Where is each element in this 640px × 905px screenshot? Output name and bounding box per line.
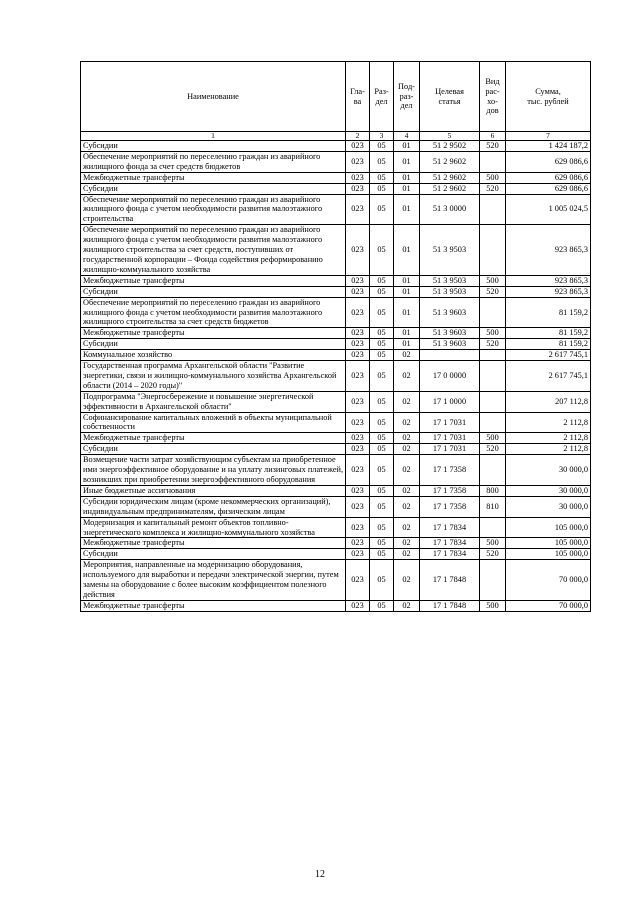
cell-name: Субсидии bbox=[81, 444, 346, 455]
cell-podrazdel: 02 bbox=[394, 538, 420, 549]
cell-sum: 1 005 024,5 bbox=[506, 194, 591, 225]
cell-podrazdel: 02 bbox=[394, 412, 420, 433]
cell-target-article: 17 1 7848 bbox=[420, 600, 480, 611]
cell-name: Межбюджетные трансферты bbox=[81, 600, 346, 611]
cell-target-article: 17 1 7358 bbox=[420, 485, 480, 496]
page-number: 12 bbox=[315, 869, 325, 880]
cell-podrazdel: 02 bbox=[394, 361, 420, 392]
cell-razdel: 05 bbox=[370, 297, 394, 328]
cell-sum: 70 000,0 bbox=[506, 600, 591, 611]
cell-expense-type bbox=[480, 361, 506, 392]
column-number: 1 bbox=[81, 132, 346, 141]
table-body bbox=[81, 141, 591, 612]
cell-expense-type: 500 bbox=[480, 433, 506, 444]
cell-razdel: 05 bbox=[370, 517, 394, 538]
cell-razdel: 05 bbox=[370, 361, 394, 392]
cell-glava: 023 bbox=[346, 183, 370, 194]
column-number: 7 bbox=[506, 132, 591, 141]
cell-razdel: 05 bbox=[370, 328, 394, 339]
cell-target-article bbox=[420, 350, 480, 361]
budget-table-page bbox=[80, 61, 590, 612]
cell-sum: 81 159,2 bbox=[506, 297, 591, 328]
cell-expense-type: 500 bbox=[480, 172, 506, 183]
cell-sum: 923 865,3 bbox=[506, 225, 591, 276]
header-glava: Гла- ва bbox=[346, 62, 370, 132]
cell-name: Мероприятия, направленные на модернизацию оборудования, используемого для выработки и передачи электрической энергии, путем замены на оборудование с более высоким коэффициентом полезного действия bbox=[81, 560, 346, 601]
cell-podrazdel: 01 bbox=[394, 286, 420, 297]
cell-sum: 70 000,0 bbox=[506, 560, 591, 601]
cell-razdel: 05 bbox=[370, 194, 394, 225]
cell-expense-type bbox=[480, 391, 506, 412]
cell-podrazdel: 01 bbox=[394, 225, 420, 276]
cell-expense-type bbox=[480, 412, 506, 433]
cell-name: Субсидии bbox=[81, 183, 346, 194]
cell-glava: 023 bbox=[346, 560, 370, 601]
cell-glava: 023 bbox=[346, 433, 370, 444]
cell-sum: 923 865,3 bbox=[506, 275, 591, 286]
cell-expense-type bbox=[480, 560, 506, 601]
cell-name: Субсидии bbox=[81, 549, 346, 560]
cell-name: Иные бюджетные ассигнования bbox=[81, 485, 346, 496]
cell-glava: 023 bbox=[346, 350, 370, 361]
cell-razdel: 05 bbox=[370, 391, 394, 412]
cell-name: Обеспечение мероприятий по переселению граждан из аварийного жилищного фонда за счет средств бюджетов bbox=[81, 151, 346, 172]
table-row bbox=[81, 275, 591, 286]
table-row bbox=[81, 286, 591, 297]
cell-podrazdel: 01 bbox=[394, 151, 420, 172]
cell-sum: 105 000,0 bbox=[506, 538, 591, 549]
cell-sum: 2 112,8 bbox=[506, 433, 591, 444]
table-header-row bbox=[81, 62, 591, 132]
table-row bbox=[81, 455, 591, 486]
cell-name: Межбюджетные трансферты bbox=[81, 172, 346, 183]
cell-sum: 30 000,0 bbox=[506, 485, 591, 496]
cell-expense-type: 520 bbox=[480, 444, 506, 455]
cell-podrazdel: 01 bbox=[394, 194, 420, 225]
header-razdel: Раз- дел bbox=[370, 62, 394, 132]
cell-expense-type bbox=[480, 350, 506, 361]
cell-glava: 023 bbox=[346, 194, 370, 225]
cell-target-article: 17 1 7848 bbox=[420, 560, 480, 601]
table-row bbox=[81, 172, 591, 183]
cell-podrazdel: 01 bbox=[394, 183, 420, 194]
cell-razdel: 05 bbox=[370, 560, 394, 601]
cell-glava: 023 bbox=[346, 275, 370, 286]
cell-name: Межбюджетные трансферты bbox=[81, 538, 346, 549]
cell-sum: 629 086,6 bbox=[506, 151, 591, 172]
cell-target-article: 51 3 9503 bbox=[420, 275, 480, 286]
cell-sum: 30 000,0 bbox=[506, 496, 591, 517]
header-expense-type: Вид рас- хо- дов bbox=[480, 62, 506, 132]
cell-target-article: 51 2 9602 bbox=[420, 183, 480, 194]
cell-glava: 023 bbox=[346, 600, 370, 611]
cell-expense-type bbox=[480, 194, 506, 225]
cell-razdel: 05 bbox=[370, 172, 394, 183]
cell-podrazdel: 02 bbox=[394, 444, 420, 455]
cell-name: Обеспечение мероприятий по переселению граждан из аварийного жилищного фонда с учетом необходимости развития малоэтажного строительства bbox=[81, 194, 346, 225]
cell-name: Подпрограмма "Энергосбережение и повышение энергетической эффективности в Архангельской области" bbox=[81, 391, 346, 412]
table-row bbox=[81, 444, 591, 455]
cell-target-article: 17 1 7358 bbox=[420, 455, 480, 486]
cell-expense-type bbox=[480, 297, 506, 328]
cell-sum: 207 112,8 bbox=[506, 391, 591, 412]
cell-target-article: 17 1 7358 bbox=[420, 496, 480, 517]
cell-podrazdel: 01 bbox=[394, 275, 420, 286]
cell-expense-type bbox=[480, 517, 506, 538]
cell-razdel: 05 bbox=[370, 496, 394, 517]
table-row bbox=[81, 485, 591, 496]
cell-podrazdel: 02 bbox=[394, 496, 420, 517]
column-number: 4 bbox=[394, 132, 420, 141]
table-row bbox=[81, 412, 591, 433]
cell-name: Субсидии юридическим лицам (кроме некоммерческих организаций), индивидуальным предпринимателям, физическим лицам bbox=[81, 496, 346, 517]
cell-razdel: 05 bbox=[370, 412, 394, 433]
cell-sum: 81 159,2 bbox=[506, 339, 591, 350]
cell-target-article: 17 1 7834 bbox=[420, 517, 480, 538]
header-sum: Сумма, тыс. рублей bbox=[506, 62, 591, 132]
cell-podrazdel: 01 bbox=[394, 328, 420, 339]
header-podrazdel: Под- раз- дел bbox=[394, 62, 420, 132]
cell-sum: 105 000,0 bbox=[506, 517, 591, 538]
cell-expense-type: 500 bbox=[480, 600, 506, 611]
cell-podrazdel: 02 bbox=[394, 391, 420, 412]
header-target-article: Целевая статья bbox=[420, 62, 480, 132]
cell-target-article: 17 1 7031 bbox=[420, 412, 480, 433]
cell-glava: 023 bbox=[346, 496, 370, 517]
cell-name: Субсидии bbox=[81, 339, 346, 350]
cell-name: Коммунальное хозяйство bbox=[81, 350, 346, 361]
cell-name: Возмещение части затрат хозяйствующим субъектам на приобретенное ими энергоэффективное оборудование и на уплату лизинговых платежей, возникших при приобретении энергоэффективного оборудования bbox=[81, 455, 346, 486]
cell-target-article: 17 0 0000 bbox=[420, 361, 480, 392]
header-name: Наименование bbox=[81, 62, 346, 132]
budget-table bbox=[80, 61, 591, 612]
cell-razdel: 05 bbox=[370, 350, 394, 361]
table-row bbox=[81, 560, 591, 601]
cell-razdel: 05 bbox=[370, 151, 394, 172]
cell-sum: 81 159,2 bbox=[506, 328, 591, 339]
cell-podrazdel: 02 bbox=[394, 350, 420, 361]
cell-name: Субсидии bbox=[81, 286, 346, 297]
cell-expense-type: 800 bbox=[480, 485, 506, 496]
cell-expense-type: 520 bbox=[480, 549, 506, 560]
cell-glava: 023 bbox=[346, 455, 370, 486]
cell-podrazdel: 02 bbox=[394, 433, 420, 444]
cell-sum: 30 000,0 bbox=[506, 455, 591, 486]
cell-sum: 629 086,6 bbox=[506, 183, 591, 194]
cell-sum: 105 000,0 bbox=[506, 549, 591, 560]
cell-sum: 923 865,3 bbox=[506, 286, 591, 297]
cell-target-article: 51 2 9602 bbox=[420, 151, 480, 172]
cell-expense-type: 520 bbox=[480, 183, 506, 194]
cell-expense-type: 500 bbox=[480, 538, 506, 549]
cell-podrazdel: 02 bbox=[394, 600, 420, 611]
cell-podrazdel: 02 bbox=[394, 560, 420, 601]
cell-glava: 023 bbox=[346, 538, 370, 549]
cell-razdel: 05 bbox=[370, 600, 394, 611]
column-number: 2 bbox=[346, 132, 370, 141]
cell-podrazdel: 02 bbox=[394, 485, 420, 496]
cell-expense-type: 520 bbox=[480, 286, 506, 297]
cell-target-article: 51 2 9502 bbox=[420, 141, 480, 152]
column-number: 5 bbox=[420, 132, 480, 141]
cell-glava: 023 bbox=[346, 151, 370, 172]
cell-expense-type: 810 bbox=[480, 496, 506, 517]
cell-target-article: 17 1 7031 bbox=[420, 433, 480, 444]
cell-podrazdel: 01 bbox=[394, 172, 420, 183]
cell-glava: 023 bbox=[346, 339, 370, 350]
cell-glava: 023 bbox=[346, 172, 370, 183]
cell-expense-type: 520 bbox=[480, 141, 506, 152]
cell-expense-type: 520 bbox=[480, 339, 506, 350]
cell-glava: 023 bbox=[346, 549, 370, 560]
cell-razdel: 05 bbox=[370, 433, 394, 444]
cell-glava: 023 bbox=[346, 328, 370, 339]
cell-name: Межбюджетные трансферты bbox=[81, 328, 346, 339]
cell-name: Обеспечение мероприятий по переселению граждан из аварийного жилищного фонда с учетом необходимости развития малоэтажного жилищного строительства за счет средств, поступивших от государственной корпорации – Фонда содействия реформированию жилищно-коммунального хозяйства bbox=[81, 225, 346, 276]
cell-razdel: 05 bbox=[370, 444, 394, 455]
cell-glava: 023 bbox=[346, 286, 370, 297]
cell-sum: 2 112,8 bbox=[506, 412, 591, 433]
cell-razdel: 05 bbox=[370, 286, 394, 297]
cell-glava: 023 bbox=[346, 444, 370, 455]
cell-razdel: 05 bbox=[370, 549, 394, 560]
cell-podrazdel: 02 bbox=[394, 517, 420, 538]
cell-target-article: 51 3 9603 bbox=[420, 297, 480, 328]
cell-glava: 023 bbox=[346, 141, 370, 152]
table-row bbox=[81, 433, 591, 444]
cell-glava: 023 bbox=[346, 297, 370, 328]
cell-sum: 2 617 745,1 bbox=[506, 350, 591, 361]
cell-target-article: 51 3 0000 bbox=[420, 194, 480, 225]
table-row bbox=[81, 600, 591, 611]
cell-expense-type bbox=[480, 225, 506, 276]
table-row bbox=[81, 194, 591, 225]
column-number: 6 bbox=[480, 132, 506, 141]
cell-sum: 629 086,6 bbox=[506, 172, 591, 183]
cell-razdel: 05 bbox=[370, 485, 394, 496]
cell-target-article: 17 1 7834 bbox=[420, 549, 480, 560]
cell-name: Государственная программа Архангельской области "Развитие энергетики, связи и жилищно-коммунального хозяйства Архангельской области (2014 – 2020 годы)" bbox=[81, 361, 346, 392]
cell-target-article: 17 1 7031 bbox=[420, 444, 480, 455]
cell-name: Обеспечение мероприятий по переселению граждан из аварийного жилищного фонда с учетом необходимости развития малоэтажного жилищного строительства за счет средств бюджетов bbox=[81, 297, 346, 328]
cell-glava: 023 bbox=[346, 391, 370, 412]
table-row bbox=[81, 391, 591, 412]
table-row bbox=[81, 361, 591, 392]
cell-expense-type: 500 bbox=[480, 328, 506, 339]
table-row bbox=[81, 141, 591, 152]
cell-glava: 023 bbox=[346, 485, 370, 496]
table-row bbox=[81, 339, 591, 350]
cell-razdel: 05 bbox=[370, 183, 394, 194]
cell-target-article: 51 2 9602 bbox=[420, 172, 480, 183]
table-row bbox=[81, 297, 591, 328]
cell-target-article: 51 3 9503 bbox=[420, 286, 480, 297]
cell-podrazdel: 02 bbox=[394, 549, 420, 560]
table-row bbox=[81, 538, 591, 549]
table-row bbox=[81, 350, 591, 361]
cell-podrazdel: 01 bbox=[394, 297, 420, 328]
table-row bbox=[81, 225, 591, 276]
cell-name: Межбюджетные трансферты bbox=[81, 433, 346, 444]
table-row bbox=[81, 151, 591, 172]
cell-name: Софинансирование капитальных вложений в объекты муниципальной собственности bbox=[81, 412, 346, 433]
cell-target-article: 17 1 0000 bbox=[420, 391, 480, 412]
cell-sum: 2 617 745,1 bbox=[506, 361, 591, 392]
cell-glava: 023 bbox=[346, 517, 370, 538]
cell-name: Модернизация и капитальный ремонт объектов топливно-энергетического комплекса и жилищно-коммунального хозяйства bbox=[81, 517, 346, 538]
column-number-row bbox=[81, 132, 591, 141]
cell-razdel: 05 bbox=[370, 225, 394, 276]
cell-name: Субсидии bbox=[81, 141, 346, 152]
cell-podrazdel: 01 bbox=[394, 141, 420, 152]
cell-target-article: 51 3 9603 bbox=[420, 339, 480, 350]
cell-razdel: 05 bbox=[370, 339, 394, 350]
cell-razdel: 05 bbox=[370, 455, 394, 486]
table-row bbox=[81, 517, 591, 538]
cell-target-article: 51 3 9603 bbox=[420, 328, 480, 339]
cell-razdel: 05 bbox=[370, 141, 394, 152]
cell-expense-type bbox=[480, 151, 506, 172]
cell-target-article: 17 1 7834 bbox=[420, 538, 480, 549]
cell-expense-type: 500 bbox=[480, 275, 506, 286]
cell-expense-type bbox=[480, 455, 506, 486]
cell-glava: 023 bbox=[346, 225, 370, 276]
column-number: 3 bbox=[370, 132, 394, 141]
table-row bbox=[81, 549, 591, 560]
cell-razdel: 05 bbox=[370, 275, 394, 286]
cell-sum: 2 112,8 bbox=[506, 444, 591, 455]
cell-glava: 023 bbox=[346, 412, 370, 433]
cell-razdel: 05 bbox=[370, 538, 394, 549]
table-row bbox=[81, 183, 591, 194]
cell-podrazdel: 01 bbox=[394, 339, 420, 350]
cell-podrazdel: 02 bbox=[394, 455, 420, 486]
cell-name: Межбюджетные трансферты bbox=[81, 275, 346, 286]
cell-target-article: 51 3 9503 bbox=[420, 225, 480, 276]
table-row bbox=[81, 328, 591, 339]
cell-glava: 023 bbox=[346, 361, 370, 392]
table-row bbox=[81, 496, 591, 517]
cell-sum: 1 424 187,2 bbox=[506, 141, 591, 152]
